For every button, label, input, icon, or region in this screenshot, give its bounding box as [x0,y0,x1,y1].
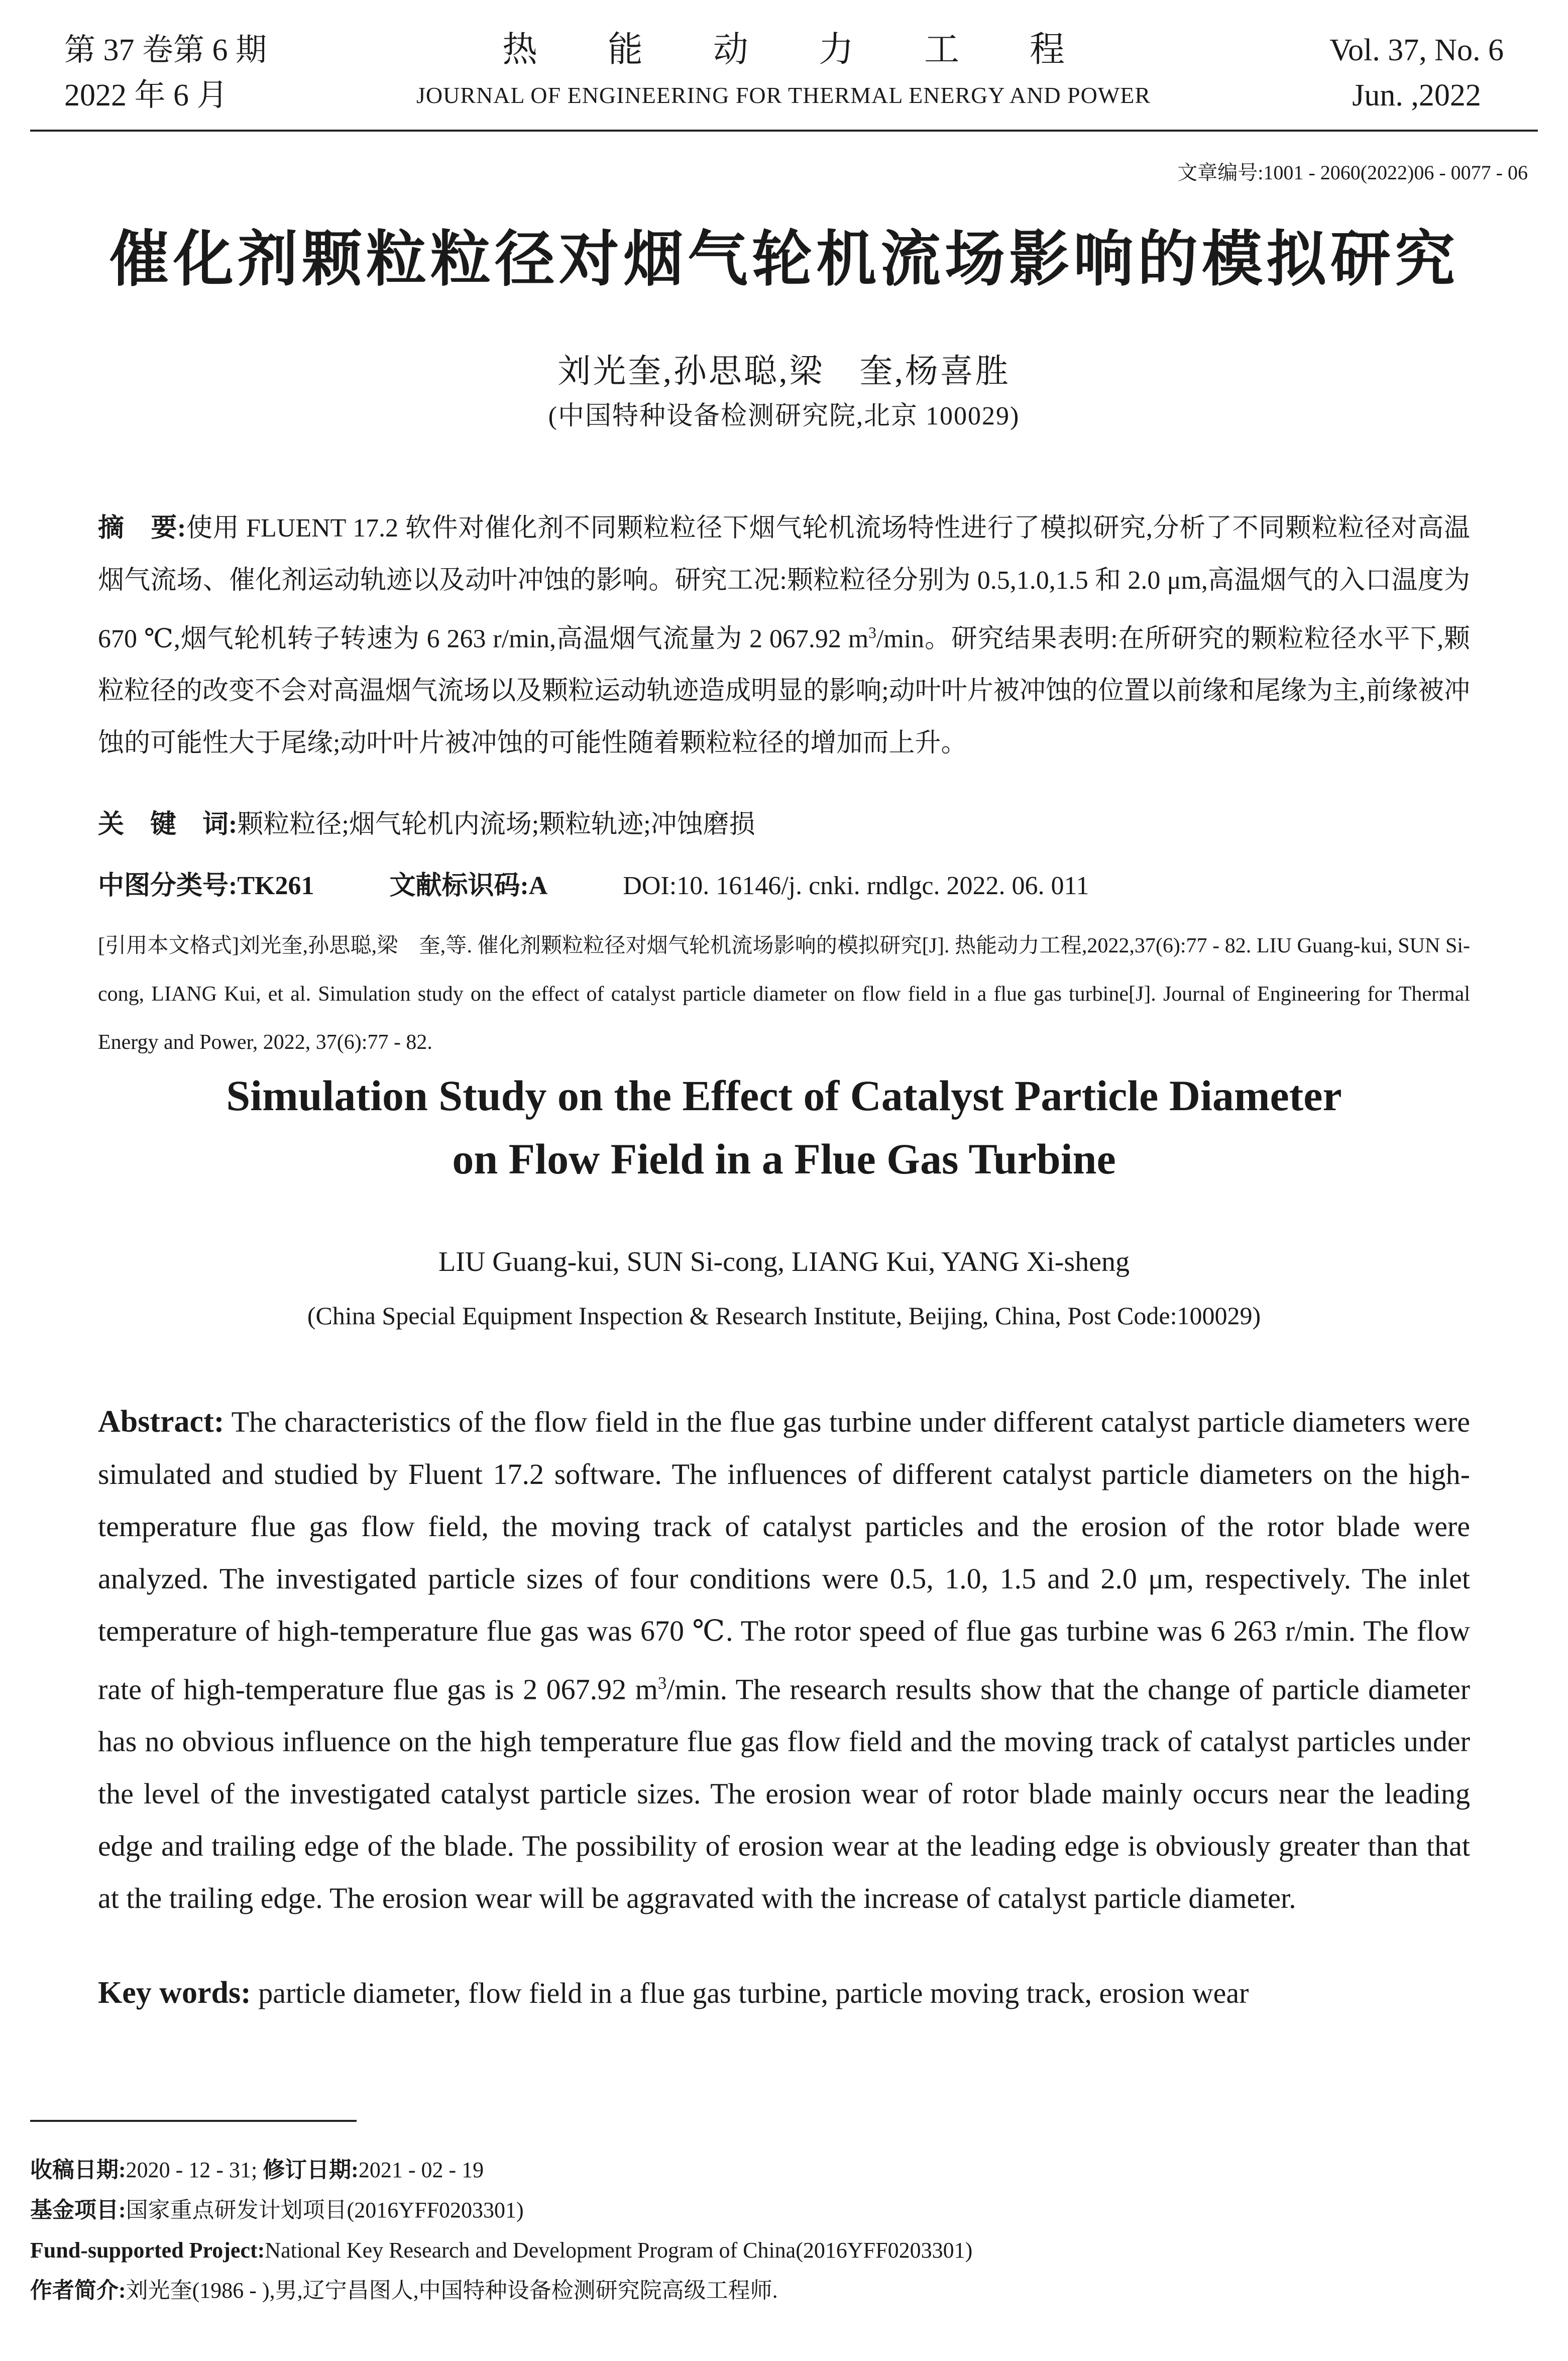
citation-text: 刘光奎,孙思聪,梁 奎,等. 催化剂颗粒粒径对烟气轮机流场影响的模拟研究[J]. 热能动力工程,2022,37(6):77 - 82. LIU Guang-kui, SUN Si-cong, LIANG Kui, et al. Simulation study on the effect of catalyst particle diameter on flow field in a flue gas turbine[J]. Journal of Engineering for Thermal Energy and Power, 2022, 37(6):77 - 82. [98,934,1470,1054]
paper-title-cn: 催化剂颗粒粒径对烟气轮机流场影响的模拟研究 [109,226,1459,293]
journal-masthead [331,28,1236,118]
issue-info-cn [64,28,267,118]
paper-title-en [0,1064,1568,1191]
footnote-dates [30,2155,484,2185]
fund-cn-label: 基金项目: [30,2198,126,2222]
date-en: Jun. ,2022 [1352,78,1481,113]
revised-label: 修订日期: [263,2158,359,2182]
citation [98,922,1470,1066]
author-bio-label: 作者简介: [30,2278,126,2303]
abstract-cn [98,502,1470,770]
doi: DOI:10. 16146/j. cnki. rndlgc. 2022. 06. 011 [623,872,1089,900]
classification-line [98,860,1470,912]
fund-en-label: Fund-supported Project: [30,2238,265,2263]
received-label: 收稿日期: [30,2158,126,2182]
footnote-fund-cn [30,2195,524,2225]
authors-en: LIU Guang-kui, SUN Si-cong, LIANG Kui, YANG Xi-sheng [438,1246,1130,1277]
citation-label: [引用本文格式] [98,934,239,957]
affiliation-cn: (中国特种设备检测研究院,北京 100029) [548,402,1020,431]
volume-cn: 第 37 卷第 6 期 [64,33,267,67]
keywords-en-label: Key words: [98,1976,251,2010]
authors-cn: 刘光奎,孙思聪,梁 奎,杨喜胜 [557,353,1011,390]
abstract-en-text-b: /min. The research results show that the change of particle diameter has no obvious influence on the high temperature flue gas flow field and the moving track of catalyst particles under the level of the investigated catalyst particle sizes. The erosion wear of rotor blade mainly occurs near the leading edge and trailing edge of the blade. The possibility of erosion wear at the leading edge is obviously greater than that at the trailing edge. The erosion wear will be aggravated with the increase of catalyst particle diameter. [98,1673,1471,1915]
date-cn: 2022 年 6 月 [64,78,228,113]
article-number: 文章编号:1001 - 2060(2022)06 - 0077 - 06 [1177,161,1528,184]
journal-title-en: JOURNAL OF ENGINEERING FOR THERMAL ENERGY AND POWER [416,82,1151,108]
keywords-cn-text: 颗粒粒径;烟气轮机内流场;颗粒轨迹;冲蚀磨损 [237,810,755,839]
footnote-author [30,2276,778,2306]
fund-cn-text: 国家重点研发计划项目(2016YFF0203301) [126,2198,524,2222]
footnote-rule [30,2120,357,2122]
paper-title-en-line2: on Flow Field in a Flue Gas Turbine [452,1135,1116,1183]
abstract-cn-sup: 3 [868,624,876,641]
author-bio-text: 刘光奎(1986 - ),男,辽宁昌图人,中国特种设备检测研究院高级工程师. [126,2278,778,2303]
affiliation-en: (China Special Equipment Inspection & Research Institute, Beijing, China, Post Code:100029) [307,1302,1261,1330]
keywords-en-text: particle diameter, flow field in a flue gas turbine, particle moving track, erosion wear [251,1977,1249,2009]
header-rule [30,130,1538,132]
footnote-fund-en [30,2235,972,2266]
revised-date: 2021 - 02 - 19 [358,2158,484,2182]
volume-en: Vol. 37, No. 6 [1329,33,1504,67]
abstract-cn-text-b: /min。研究结果表明:在所研究的颗粒粒径水平下,颗粒粒径的改变不会对高温烟气流场以及颗粒运动轨迹造成明显的影响;动叶叶片被冲蚀的位置以前缘和尾缘为主,前缘被冲蚀的可能性大于尾缘;动叶叶片被冲蚀的可能性随着颗粒粒径的增加而上升。 [98,624,1471,758]
issue-info-en [1329,28,1504,118]
paper-title-en-line1: Simulation Study on the Effect of Catalyst Particle Diameter [226,1071,1342,1120]
journal-title-cn: 热能动力工程 [502,31,1135,69]
abstract-cn-label: 摘 要: [98,514,186,543]
clc-code: 中图分类号:TK261 [98,872,314,900]
abstract-en-label: Abstract: [98,1405,225,1439]
received-date: 2020 - 12 - 31; [126,2158,258,2182]
keywords-cn [98,799,1470,851]
abstract-en-sup: 3 [657,1673,667,1693]
abstract-en-text-a: The characteristics of the flow field in the flue gas turbine under different catalyst particle diameters were simulated and studied by Fluent 17.2 software. The influences of different catalyst particle diameters on the high-temperature flue gas flow field, the moving track of catalyst particles and the erosion of the rotor blade were analyzed. The investigated particle sizes of four conditions were 0.5, 1.0, 1.5 and 2.0 μm, respectively. The inlet temperature of high-temperature flue gas was 670 ℃. The rotor speed of flue gas turbine was 6 263 r/min. The flow rate of high-temperature flue gas is 2 067.92 m [98,1406,1470,1706]
fund-en-text: National Key Research and Development Program of China(2016YFF0203301) [265,2238,973,2263]
abstract-cn-text-a: 使用 FLUENT 17.2 软件对催化剂不同颗粒粒径下烟气轮机流场特性进行了模拟研究,分析了不同颗粒粒径对高温烟气流场、催化剂运动轨迹以及动叶冲蚀的影响。研究工况:颗粒粒径分别为 0.5,1.0,1.5 和 2.0 μm,高温烟气的入口温度为 670 ℃,烟气轮机转子转速为 6 263 r/min,高温烟气流量为 2 067.92 m [98,514,1470,654]
keywords-en [98,1967,1470,2019]
document-code: 文献标识码:A [389,872,548,900]
keywords-cn-label: 关 键 词: [98,810,238,839]
abstract-en [98,1396,1470,1924]
